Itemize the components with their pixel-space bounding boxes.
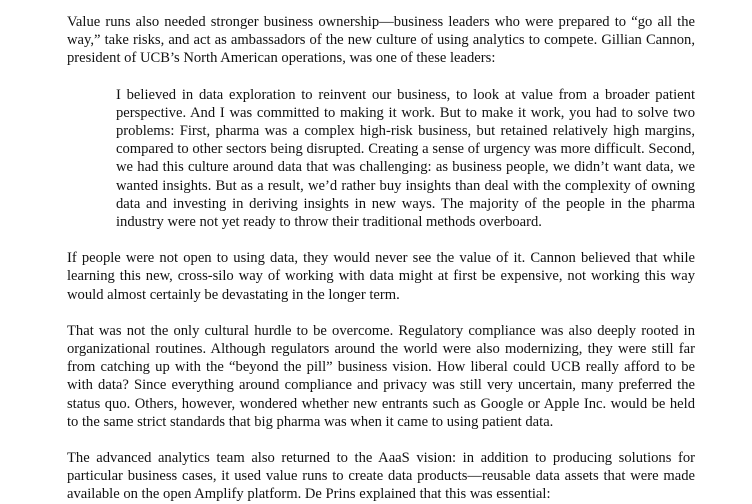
paragraph-data-openness: If people were not open to using data, they would never see the value of it. Cannon believed that while learning this new, cross-silo way of working with data might at first be expensive, not working this way would almost certainly be devastating in the longer term. <box>67 250 695 303</box>
paragraph-regulatory-compliance: That was not the only cultural hurdle to be overcome. Regulatory compliance was also deeply rooted in organizational routines. Although regulators around the world were also modernizing, they were still far from catching up with the “beyond the pill” business vision. How liberal could UCB really afford to be with data? Since everything around compliance and privacy was still very uncertain, many preferred the status quo. Others, however, wondered whether new entrants such as Google or Apple Inc. would be held to the same strict standards that big pharma was when it came to using patient data. <box>67 322 695 430</box>
paragraph-aaas-vision: The advanced analytics team also returned to the AaaS vision: in addition to producing solutions for particular business cases, it used value runs to create data products—reusable data assets that were made available on the open Amplify platform. De Prins explained that this was essential: <box>67 450 695 503</box>
paragraph-business-ownership: Value runs also needed stronger business ownership—business leaders who were prepared to “go all the way,” take risks, and act as ambassadors of the new culture of using analytics to compete. Gillian Cannon, president of UCB’s North American operations, was one of these leaders: <box>67 14 695 67</box>
document-page <box>67 13 695 504</box>
block-quote-cannon: I believed in data exploration to reinvent our business, to look at value from a broader patient perspective. And I was committed to making it work. But to make it work, you had to solve two problems: First, pharma was a complex high-risk business, but retained relatively high margins, compared to other sectors being disrupted. Creating a sense of urgency was more difficult. Second, we had this culture around data that was challenging: as business people, we didn’t want data, we wanted insights. But as a result, we’d rather buy insights than deal with the complexity of owning data and investing in deriving insights in new ways. The majority of the people in the pharma industry were not yet ready to throw their traditional methods overboard. <box>116 86 695 231</box>
